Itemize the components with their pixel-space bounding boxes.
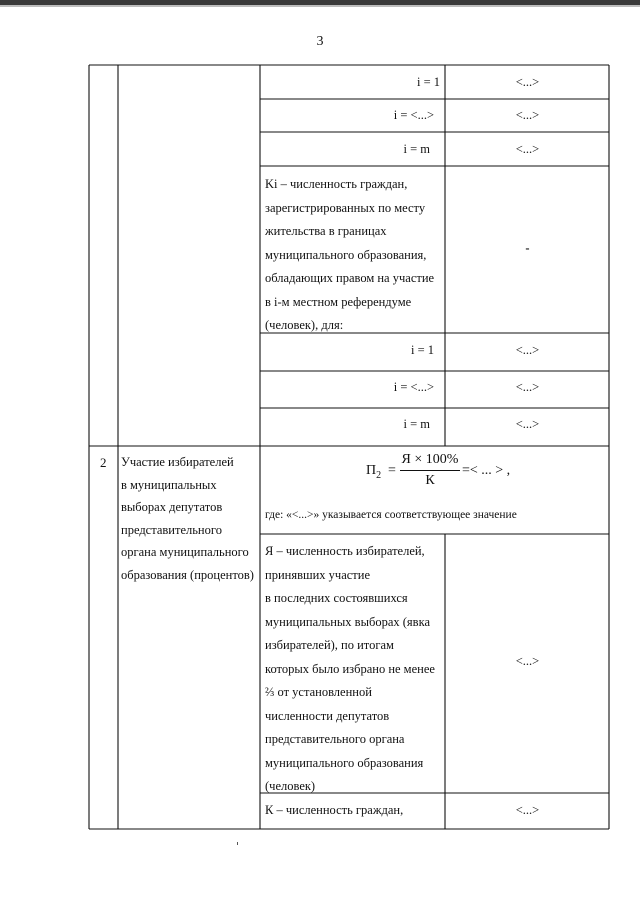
row-index-6: i = m <box>403 417 430 431</box>
formula-lhs-symbol: П <box>366 463 377 478</box>
ya-definition <box>265 540 435 799</box>
indicator-name-line: в муниципальных <box>121 477 217 492</box>
formula-lhs <box>366 463 381 481</box>
ya-line: муниципальных выборах (явка <box>265 614 430 629</box>
formula-rhs: =< ... > , <box>462 463 511 478</box>
ki-value: - <box>525 241 530 255</box>
ki-line: жительства в границах <box>265 224 387 238</box>
indicator-name-line: представительного <box>121 522 222 537</box>
formula-fraction <box>400 452 460 489</box>
ya-value: <...> <box>515 654 540 668</box>
row-value-2: <...> <box>515 108 540 122</box>
row-value-6: <...> <box>515 417 540 431</box>
ki-line: в i-м местном референдуме <box>265 294 412 309</box>
formula-note: где: «<...>» указывается соответствующее значение <box>265 509 517 521</box>
ki-line: (человек), для: <box>265 318 344 332</box>
scan-speck <box>237 842 238 845</box>
ya-line: (человек) <box>265 779 316 793</box>
indicator-name-line: выборах депутатов <box>121 500 223 514</box>
row-index-1: i = 1 <box>416 75 440 89</box>
row-index-3: i = m <box>403 142 430 156</box>
indicator-name-line: Участие избирателей <box>121 455 234 469</box>
ki-definition <box>265 173 434 338</box>
formula <box>366 452 566 494</box>
formula-denominator: К <box>425 473 435 488</box>
ki-line: обладающих правом на участие <box>265 271 435 285</box>
ya-line: представительного органа <box>265 732 405 746</box>
ya-line: которых было избрано не менее <box>265 661 435 676</box>
ki-line: муниципального образования, <box>265 247 427 262</box>
formula-lhs-sub: 2 <box>376 469 382 481</box>
row-index-2: i = <...> <box>393 108 434 122</box>
row-value-4: <...> <box>515 343 540 357</box>
ya-line: принявших участие <box>265 567 370 582</box>
section-number: 2 <box>100 455 107 470</box>
row-value-5: <...> <box>515 380 540 394</box>
page-number: 3 <box>316 34 324 49</box>
ya-line: ⅔ от установленной <box>265 685 372 699</box>
ki-line: Ki – численность граждан, <box>265 177 408 191</box>
row-index-5: i = <...> <box>393 380 434 394</box>
ya-line: избирателей), по итогам <box>265 638 394 652</box>
row-value-1: <...> <box>515 75 540 89</box>
ya-line: Я – численность избирателей, <box>265 544 425 558</box>
ya-line: в последних состоявшихся <box>265 591 408 605</box>
row-index-4: i = 1 <box>410 343 434 357</box>
k-definition: К – численность граждан, <box>265 803 404 817</box>
formula-equals: = <box>388 463 396 478</box>
indicator-name-line: органа муниципального <box>121 545 249 559</box>
ya-line: муниципального образования <box>265 755 424 770</box>
formula-numerator: Я × 100% <box>400 452 460 471</box>
ya-line: численности депутатов <box>265 708 390 723</box>
indicator-name-line: образования (процентов) <box>121 567 254 582</box>
row-value-3: <...> <box>515 142 540 156</box>
k-value: <...> <box>515 803 540 817</box>
indicator-name <box>121 451 254 586</box>
ki-line: зарегистрированных по месту <box>265 200 426 215</box>
